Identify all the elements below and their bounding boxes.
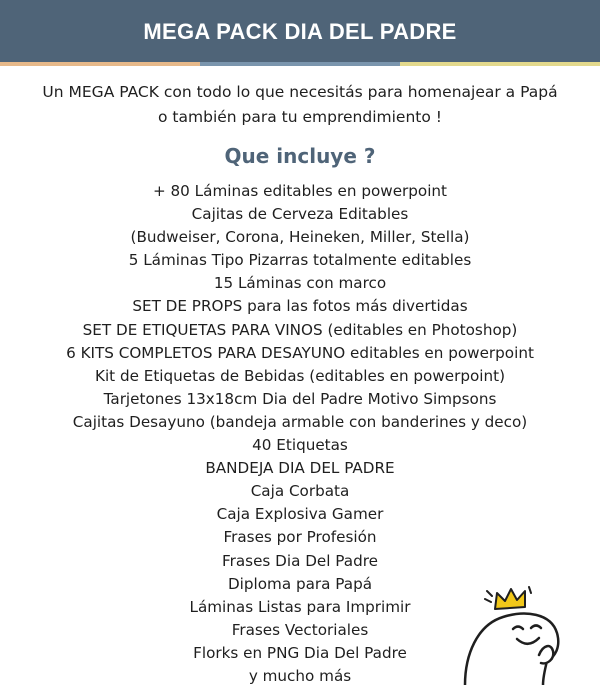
accent-stripe-middle xyxy=(200,62,400,66)
list-item: + 80 Láminas editables en powerpoint xyxy=(152,182,448,200)
list-item: Tarjetones 13x18cm Dia del Padre Motivo Simpsons xyxy=(103,389,497,408)
intro-line-1: Un MEGA PACK con todo lo que necesitás para homenajear a Papá xyxy=(42,83,558,101)
flork-mascot-with-crown xyxy=(455,585,600,685)
page-title: MEGA PACK DIA DEL PADRE xyxy=(143,19,457,44)
list-item: Caja Corbata xyxy=(250,482,350,501)
accent-stripe-right xyxy=(400,62,600,66)
list-item: Láminas Listas para Imprimir xyxy=(189,597,411,616)
accent-stripe-left xyxy=(0,62,200,66)
list-item: Florks en PNG Dia Del Padre xyxy=(193,643,407,662)
list-item: Caja Explosiva Gamer xyxy=(216,505,384,524)
list-item: SET DE PROPS para las fotos más divertidas xyxy=(132,297,468,316)
list-item: y mucho más xyxy=(248,666,352,685)
crown-icon xyxy=(495,589,525,609)
list-item: 40 Etiquetas xyxy=(252,436,348,455)
intro-line-2: o también para tu emprendimiento ! xyxy=(158,108,442,126)
list-item: BANDEJA DIA DEL PADRE xyxy=(205,459,395,478)
intro-text xyxy=(0,80,600,130)
list-item: Frases por Profesión xyxy=(223,528,377,547)
list-item: SET DE ETIQUETAS PARA VINOS (editables en Photoshop) xyxy=(82,320,518,339)
list-item: Cajitas de Cerveza Editables xyxy=(191,205,409,224)
list-item: Frases Vectoriales xyxy=(231,620,369,639)
list-item: 5 Láminas Tipo Pizarras totalmente editables xyxy=(128,251,472,270)
list-item: 6 KITS COMPLETOS PARA DESAYUNO editables en powerpoint xyxy=(66,343,534,362)
list-item: Kit de Etiquetas de Bebidas (editables en powerpoint) xyxy=(94,366,505,385)
section-heading: Que incluye ? xyxy=(224,144,376,168)
list-item: (Budweiser, Corona, Heineken, Miller, Stella) xyxy=(130,228,470,247)
list-item: Frases Dia Del Padre xyxy=(222,551,378,570)
list-item: 15 Láminas con marco xyxy=(213,274,387,293)
list-item: Cajitas Desayuno (bandeja armable con banderines y deco) xyxy=(72,412,528,431)
list-item: Diploma para Papá xyxy=(227,574,373,593)
